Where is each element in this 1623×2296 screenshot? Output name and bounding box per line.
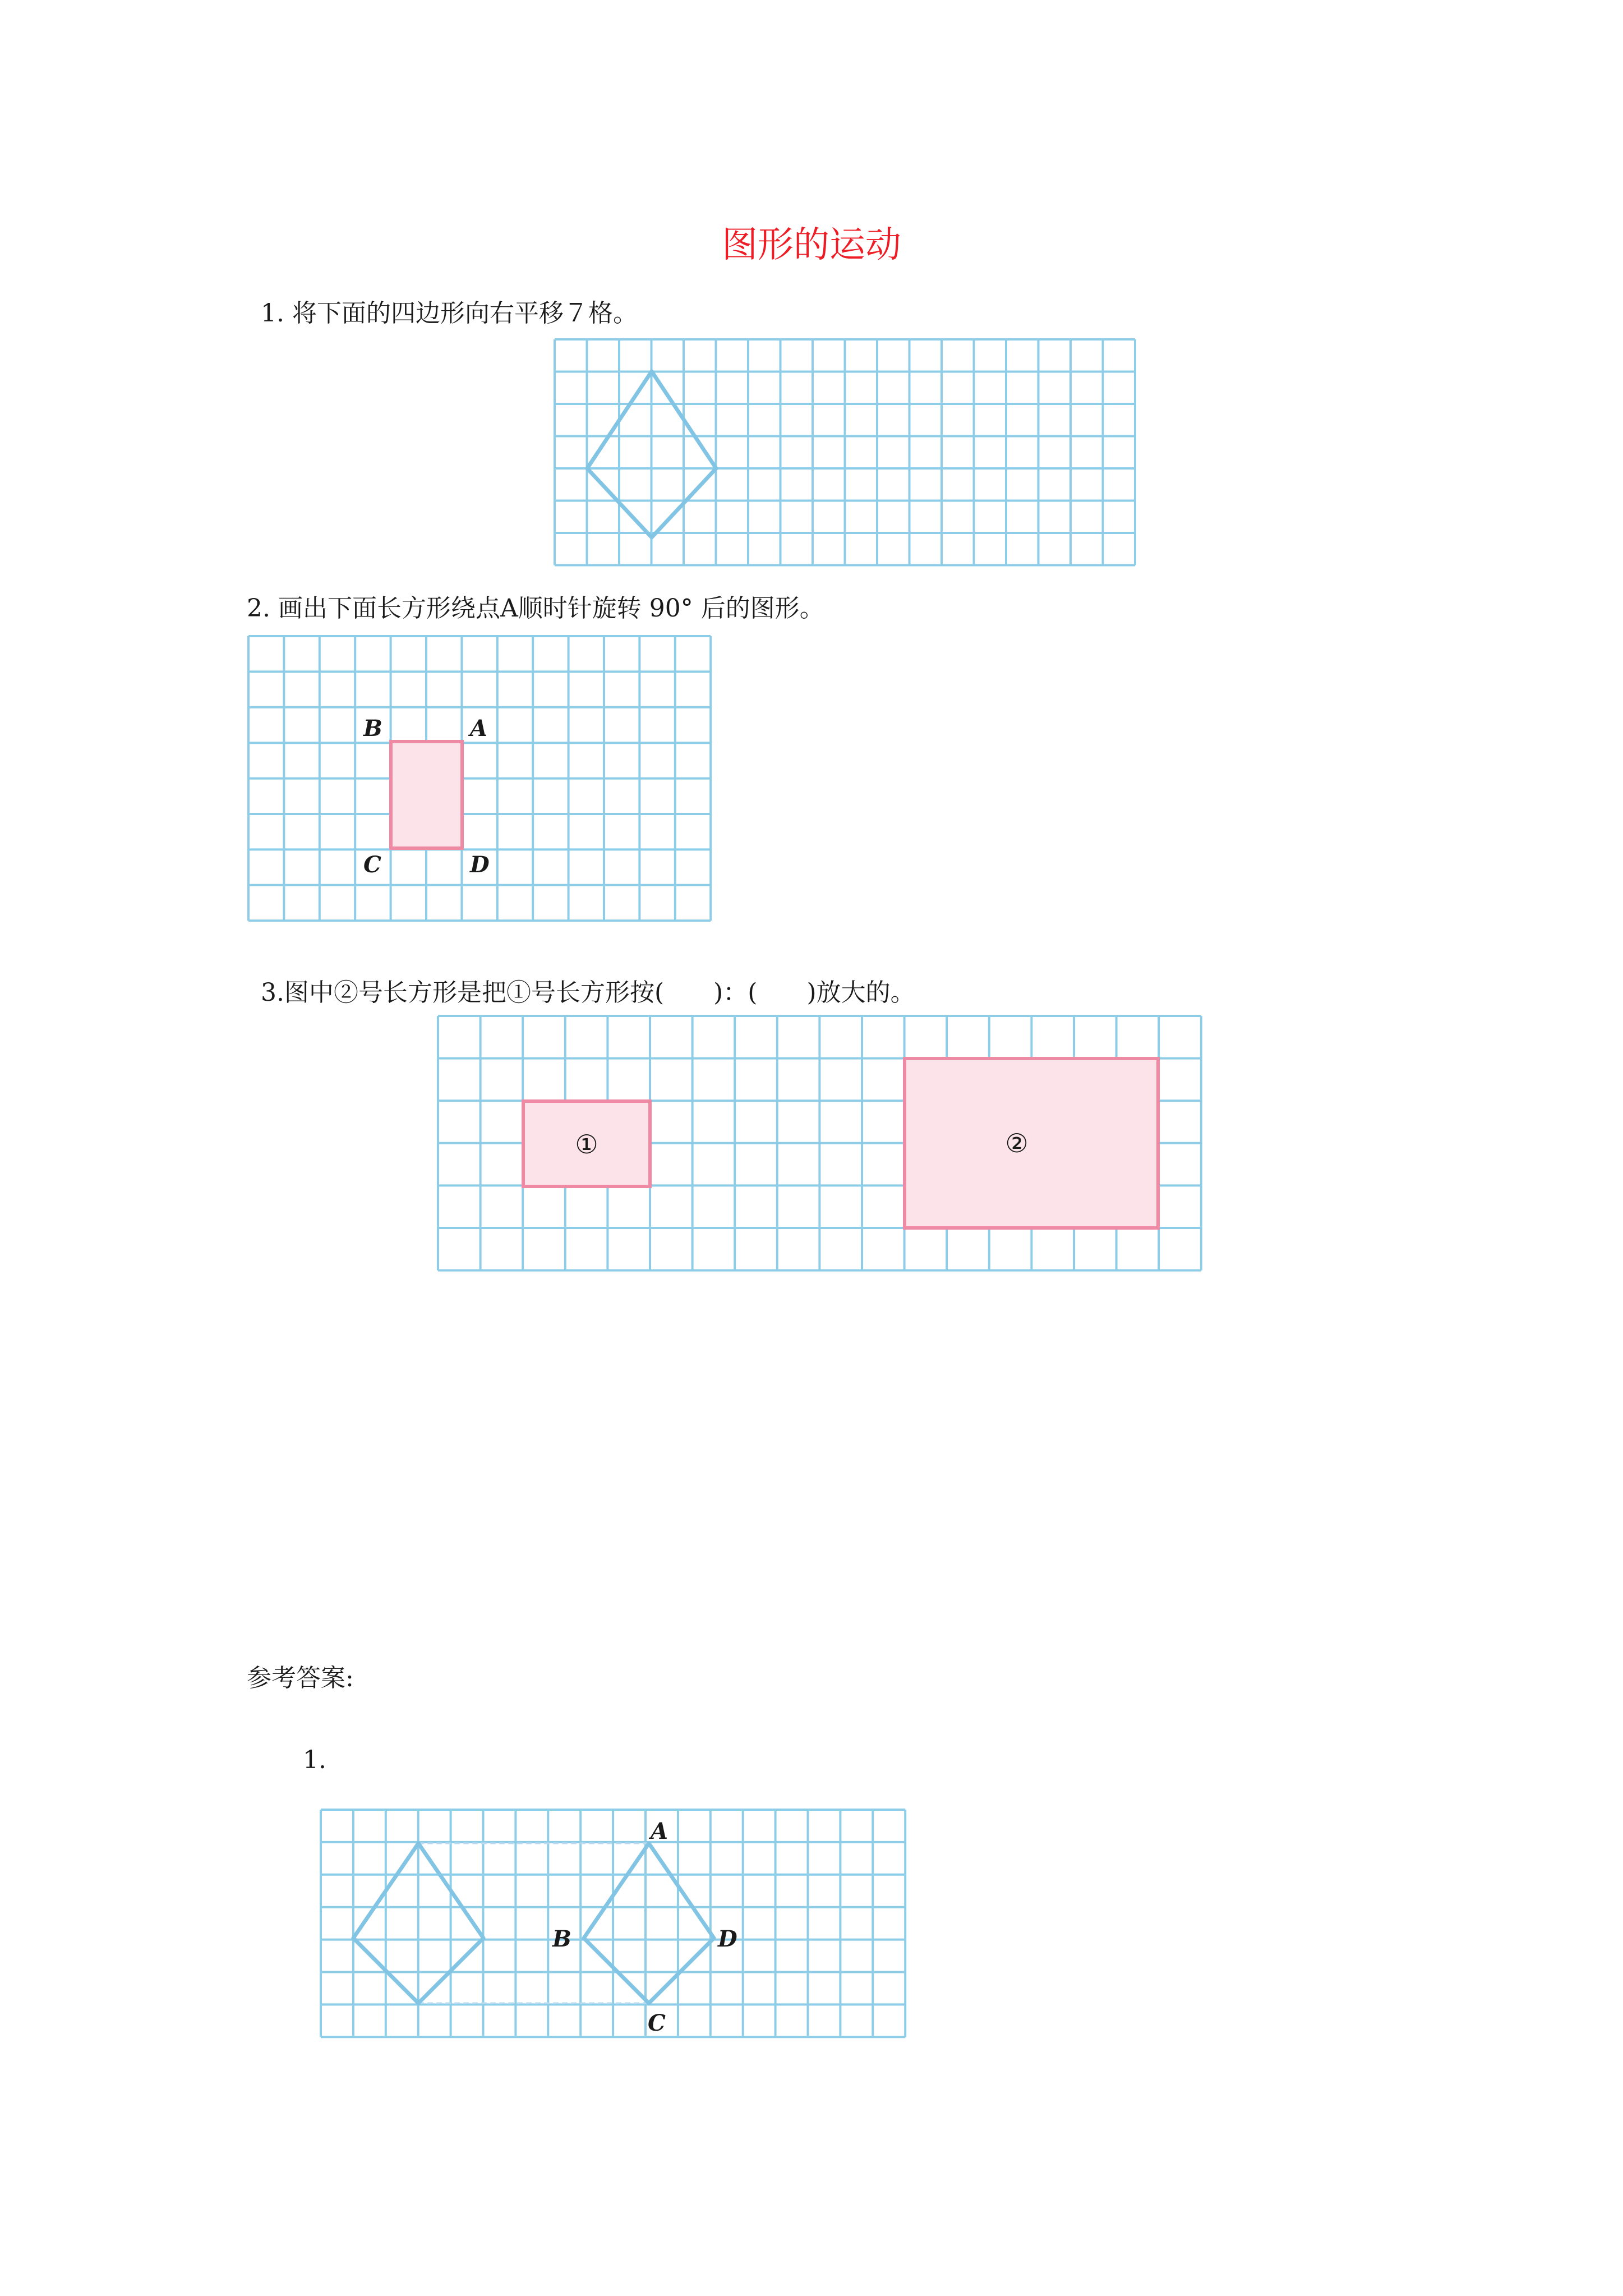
answer-1-translated-quadrilateral — [584, 1843, 714, 2003]
question-2-label-b: B — [363, 715, 382, 742]
question-1-text: 1. 将下面的四边形向右平移７格。 — [261, 299, 638, 328]
answer-1-label-a: A — [651, 1818, 668, 1844]
answer-1-label-b: B — [552, 1926, 571, 1952]
answer-1-label-d: D — [718, 1926, 737, 1952]
answer-1-grid — [321, 1810, 905, 2037]
answer-1-label: 1. — [303, 1746, 326, 1774]
question-2-rectangle — [391, 742, 462, 848]
question-2-label-a: A — [470, 715, 488, 742]
rectangle-1-label: ① — [575, 1129, 598, 1159]
answer-1-label-c: C — [648, 2010, 666, 2036]
rectangle-2 — [905, 1059, 1158, 1228]
page-title: 图形的运动 — [722, 224, 901, 266]
question-2-label-c: C — [363, 852, 381, 878]
question-2-grid — [248, 636, 711, 921]
question-2-label-d: D — [470, 852, 490, 878]
question-1-grid — [555, 339, 1135, 565]
answer-heading: 参考答案: — [247, 1664, 354, 1692]
question-2-text: 2. 画出下面长方形绕点A顺时针旋转 90° 后的图形。 — [247, 594, 824, 623]
rectangle-2-label: ② — [1005, 1128, 1029, 1158]
question-3-text: 3.图中②号长方形是把①号长方形按( )：( )放大的。 — [261, 978, 915, 1007]
